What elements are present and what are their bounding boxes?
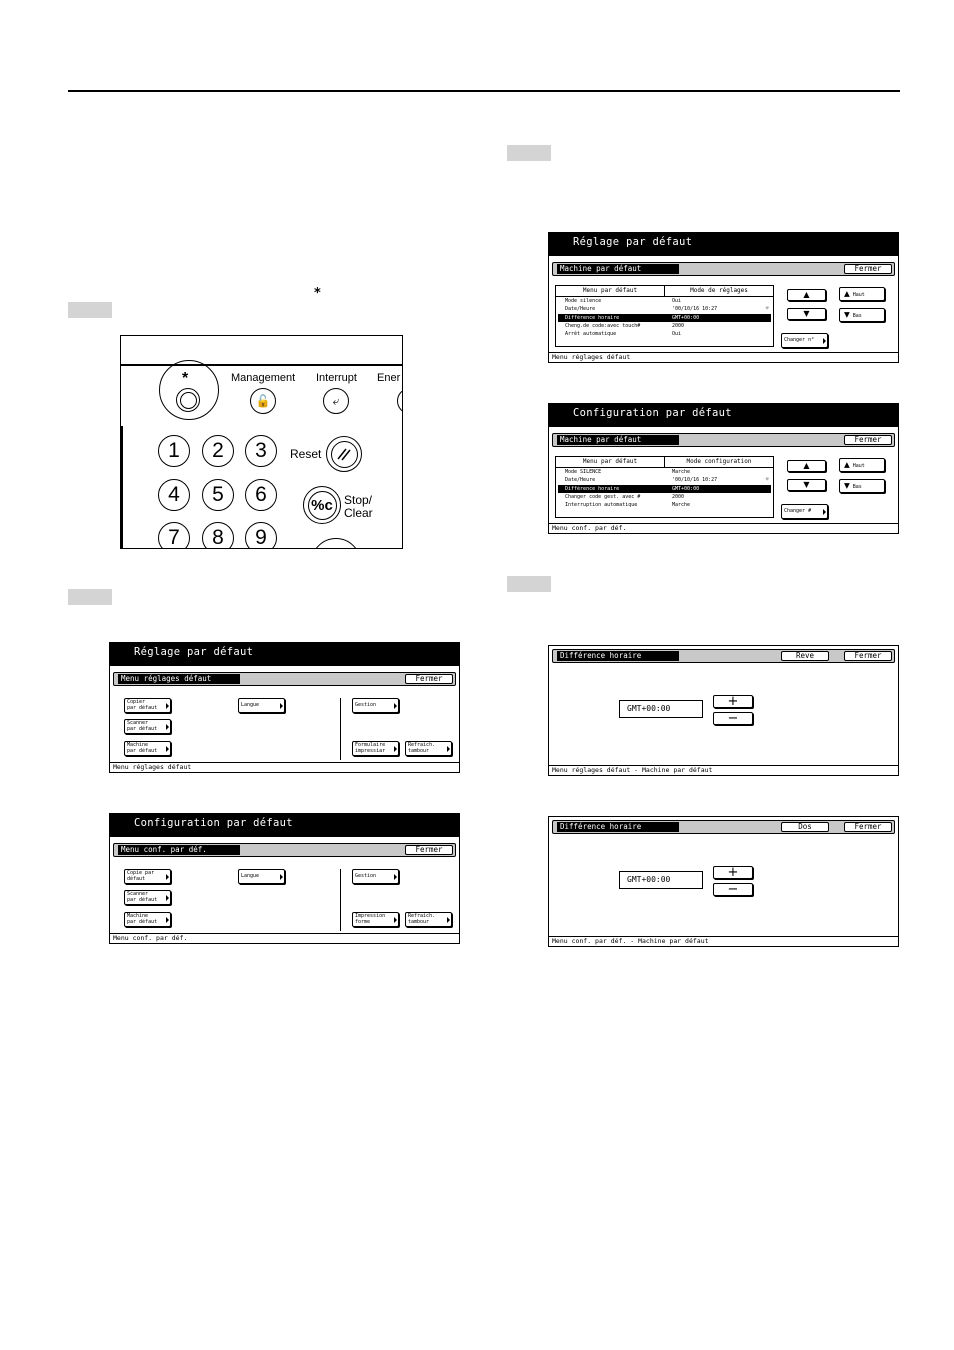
clear-label: Clear — [344, 506, 373, 520]
numeric-key[interactable]: 6 — [245, 479, 277, 511]
numeric-key[interactable]: 2 — [202, 435, 234, 467]
list-item[interactable] — [556, 501, 773, 509]
list-item[interactable] — [556, 476, 773, 484]
gmt-value-display: GMT+00:00 — [619, 871, 703, 889]
button-line: par défaut — [127, 747, 158, 754]
copier-default-button[interactable] — [124, 698, 171, 713]
triangle-down-icon: ▼ — [803, 480, 810, 489]
item-value: Marche — [672, 502, 691, 509]
screen-footer: Menu réglages défaut - Machine par défaut — [549, 765, 898, 775]
button-line: Formulaire — [355, 742, 386, 748]
column-header: Mode de réglages — [690, 287, 748, 294]
button-line: Impression — [355, 913, 386, 919]
button-line: Machine — [127, 913, 149, 919]
list-item-selected[interactable] — [558, 485, 771, 493]
item-value: 2000 — [672, 493, 685, 500]
button-label: Haut — [852, 292, 865, 298]
sub-header — [113, 672, 456, 686]
sub-header — [552, 433, 895, 447]
reset-icon — [335, 445, 353, 463]
management-button[interactable] — [352, 869, 399, 884]
button-label: Bas — [852, 313, 862, 319]
button-line: Copie par — [127, 870, 155, 876]
screen-title: Réglage par défaut — [110, 643, 459, 666]
column-header: Menu par défaut — [556, 457, 665, 467]
gmt-value-display: GMT+00:00 — [619, 700, 703, 718]
arrow-right-icon — [394, 874, 397, 880]
item-label: Arrêt automatique — [565, 331, 617, 338]
arrow-right-icon — [394, 703, 397, 709]
arrow-right-icon — [280, 874, 283, 880]
time-difference-screen — [548, 645, 899, 776]
language-button[interactable] — [238, 869, 285, 884]
close-button[interactable]: Fermer — [405, 674, 453, 684]
button-line: Gestion — [355, 702, 377, 708]
triangle-down-icon: ▼ — [844, 310, 850, 319]
asterisk-icon: * — [182, 370, 189, 387]
button-line: par défaut — [127, 918, 158, 925]
machine-default-screen — [548, 232, 899, 363]
item-value: Oui — [672, 298, 682, 304]
button-line: Refraich. — [408, 742, 436, 748]
item-label: Changer code gest. avec # — [565, 493, 641, 500]
energy-key[interactable] — [397, 388, 403, 414]
close-button[interactable]: Fermer — [844, 651, 892, 661]
header-rule — [68, 90, 900, 92]
close-button[interactable]: Fermer — [844, 435, 892, 445]
button-line: défaut — [127, 875, 146, 882]
column-header: Mode configuration — [686, 458, 752, 465]
button-line: par défaut — [127, 725, 158, 732]
button-line: Scanner — [127, 720, 149, 726]
interrupt-icon: ⤶ — [332, 393, 340, 408]
divider — [340, 698, 341, 760]
sub-title: Machine par défaut — [557, 264, 679, 274]
default-settings-key[interactable] — [176, 388, 200, 412]
list-item[interactable] — [556, 493, 773, 501]
arrow-right-icon — [166, 895, 169, 901]
settings-list — [555, 285, 774, 347]
list-header — [556, 457, 773, 468]
interrupt-label: Interrupt — [316, 372, 357, 384]
arrow-right-icon — [823, 509, 826, 515]
default-settings-screen — [109, 642, 460, 773]
page-up-button[interactable] — [839, 287, 885, 301]
triangle-down-icon: ▼ — [803, 309, 810, 318]
reset-label: Reset — [290, 447, 322, 461]
list-item-selected[interactable] — [558, 314, 771, 322]
button-line: impressiar — [355, 747, 386, 754]
plus-button[interactable]: + — [713, 866, 753, 879]
step-marker — [507, 576, 551, 592]
close-button[interactable]: Fermer — [844, 822, 892, 832]
button-line: tambour — [408, 918, 430, 925]
item-label: Interruption automatique — [565, 502, 638, 509]
lock-icon: 🔓 — [255, 394, 271, 408]
sub-header — [552, 649, 895, 663]
sub-title: Différence horaire — [557, 651, 679, 661]
machine-config-screen — [548, 403, 899, 534]
page-up-button[interactable] — [839, 458, 885, 472]
arrow-right-icon — [166, 746, 169, 752]
change-button[interactable] — [781, 333, 828, 348]
item-value: '00/10/16 10:27 — [672, 477, 718, 484]
settings-list — [555, 456, 774, 518]
sun-icon: ☼ — [765, 305, 769, 313]
item-value: Oui — [672, 331, 682, 338]
button-line: par défaut — [127, 704, 158, 711]
screen-footer: Menu réglages défaut — [549, 352, 898, 362]
item-value: GMT+00:00 — [672, 485, 700, 492]
numeric-key[interactable]: 1 — [158, 435, 190, 467]
close-button[interactable]: Fermer — [844, 264, 892, 274]
screen-footer: Menu conf. par déf. - Machine par défaut — [549, 936, 898, 946]
triangle-up-icon: ▲ — [844, 289, 850, 298]
cursor-down-button[interactable] — [787, 479, 826, 491]
form-print-button[interactable] — [352, 741, 399, 756]
panel-edge — [121, 364, 402, 366]
column-header: Menu par défaut — [556, 286, 665, 296]
cursor-up-button[interactable] — [787, 289, 826, 301]
energy-label: Ener — [377, 372, 401, 384]
arrow-right-icon — [394, 746, 397, 752]
scanner-default-button[interactable] — [124, 890, 171, 905]
button-label: Haut — [852, 463, 865, 469]
sub-title: Menu réglages défaut — [118, 674, 240, 684]
button-line: Langue — [241, 873, 260, 879]
triangle-down-icon: ▼ — [844, 481, 850, 490]
minus-button[interactable]: − — [713, 712, 753, 725]
item-label: Mode silence — [565, 298, 602, 304]
screen-footer: Menu réglages défaut — [110, 762, 459, 772]
arrow-right-icon — [166, 917, 169, 923]
stop-label: Stop/ — [344, 493, 373, 507]
triangle-up-icon: ▲ — [803, 461, 810, 470]
drum-refresh-button[interactable] — [405, 741, 452, 756]
button-line: Scanner — [127, 891, 149, 897]
plus-button[interactable]: + — [713, 695, 753, 708]
button-line: Refraich. — [408, 913, 436, 919]
list-header — [556, 286, 773, 297]
arrow-right-icon — [394, 917, 397, 923]
arrow-right-icon — [166, 703, 169, 709]
numeric-key[interactable]: 5 — [202, 479, 234, 511]
screen-footer: Menu conf. par déf. — [110, 933, 459, 943]
drum-refresh-button[interactable] — [405, 912, 452, 927]
arrow-right-icon — [166, 724, 169, 730]
screen-footer: Menu conf. par déf. — [549, 523, 898, 533]
button-label: Changer # — [784, 508, 812, 514]
item-label: Différence horaire — [565, 314, 620, 321]
management-label: Management — [231, 372, 296, 384]
machine-default-button[interactable] — [124, 741, 171, 756]
scanner-default-button[interactable] — [124, 719, 171, 734]
numeric-key[interactable]: 4 — [158, 479, 190, 511]
item-label: Mode SILENCE — [565, 469, 602, 475]
list-item[interactable] — [556, 305, 773, 313]
button-label: Changer n° — [784, 337, 815, 343]
item-label: Date/Heure — [565, 306, 596, 313]
stop-clear-key[interactable] — [303, 486, 341, 524]
step-marker — [68, 302, 112, 318]
cursor-up-button[interactable] — [787, 460, 826, 472]
numeric-key[interactable]: 3 — [245, 435, 277, 467]
time-difference-config-screen — [548, 816, 899, 947]
sun-icon: ☼ — [765, 476, 769, 484]
numeric-key[interactable]: 9 — [245, 522, 277, 549]
button-line: Machine — [127, 742, 149, 748]
screen-title: Réglage par défaut — [549, 233, 898, 256]
back-button[interactable]: Dos — [781, 822, 829, 832]
arrow-right-icon — [280, 703, 283, 709]
numeric-key[interactable]: 8 — [202, 522, 234, 549]
button-line: Gestion — [355, 873, 377, 879]
form-print-button[interactable] — [352, 912, 399, 927]
list-item[interactable] — [556, 330, 773, 338]
start-key[interactable] — [311, 538, 361, 549]
close-button[interactable]: Fermer — [405, 845, 453, 855]
list-item[interactable] — [556, 297, 773, 305]
copier-default-button[interactable] — [124, 869, 171, 884]
page-down-button[interactable] — [839, 479, 885, 493]
stop-clear-icon: %c — [311, 496, 333, 514]
sub-header — [552, 262, 895, 276]
item-value: 2000 — [672, 322, 685, 329]
sub-title: Machine par défaut — [557, 435, 679, 445]
list-item[interactable] — [556, 322, 773, 330]
sub-title: Différence horaire — [557, 822, 679, 832]
list-item[interactable] — [556, 468, 773, 476]
step-marker — [507, 145, 551, 161]
item-label: Date/Heure — [565, 477, 596, 484]
item-label: Différence horaire — [565, 485, 620, 492]
item-value: GMT+00:00 — [672, 314, 700, 321]
item-label: Cheng.de code:avec touch# — [565, 322, 641, 329]
change-button[interactable] — [781, 504, 828, 519]
divider — [340, 869, 341, 931]
asterisk-icon: * — [314, 286, 321, 301]
arrow-right-icon — [166, 874, 169, 880]
sub-title: Menu conf. par déf. — [118, 845, 240, 855]
step-marker — [68, 589, 112, 605]
button-line: forme — [355, 918, 371, 925]
interrupt-key[interactable] — [323, 388, 349, 414]
triangle-up-icon: ▲ — [844, 460, 850, 469]
numeric-key[interactable]: 7 — [158, 522, 190, 549]
button-line: Langue — [241, 702, 260, 708]
sub-header — [552, 820, 895, 834]
cursor-down-button[interactable] — [787, 308, 826, 320]
management-button[interactable] — [352, 698, 399, 713]
management-key[interactable] — [250, 388, 276, 414]
button-label: Bas — [852, 484, 862, 490]
arrow-right-icon — [447, 917, 450, 923]
button-line: tambour — [408, 747, 430, 754]
machine-default-button[interactable] — [124, 912, 171, 927]
minus-button[interactable]: − — [713, 883, 753, 896]
screen-title: Configuration par défaut — [549, 404, 898, 427]
operation-panel — [120, 335, 403, 549]
button-line: Copier — [127, 699, 146, 705]
triangle-up-icon: ▲ — [803, 290, 810, 299]
screen-title: Configuration par défaut — [110, 814, 459, 837]
arrow-right-icon — [823, 338, 826, 344]
default-config-screen — [109, 813, 460, 944]
item-value: '00/10/16 10:27 — [672, 306, 718, 313]
page-down-button[interactable] — [839, 308, 885, 322]
button-line: par défaut — [127, 896, 158, 903]
panel-edge — [121, 426, 123, 549]
sub-header — [113, 843, 456, 857]
arrow-right-icon — [447, 746, 450, 752]
item-value: Marche — [672, 469, 691, 475]
language-button[interactable] — [238, 698, 285, 713]
back-button[interactable]: Reve — [781, 651, 829, 661]
reset-key[interactable] — [326, 436, 362, 472]
